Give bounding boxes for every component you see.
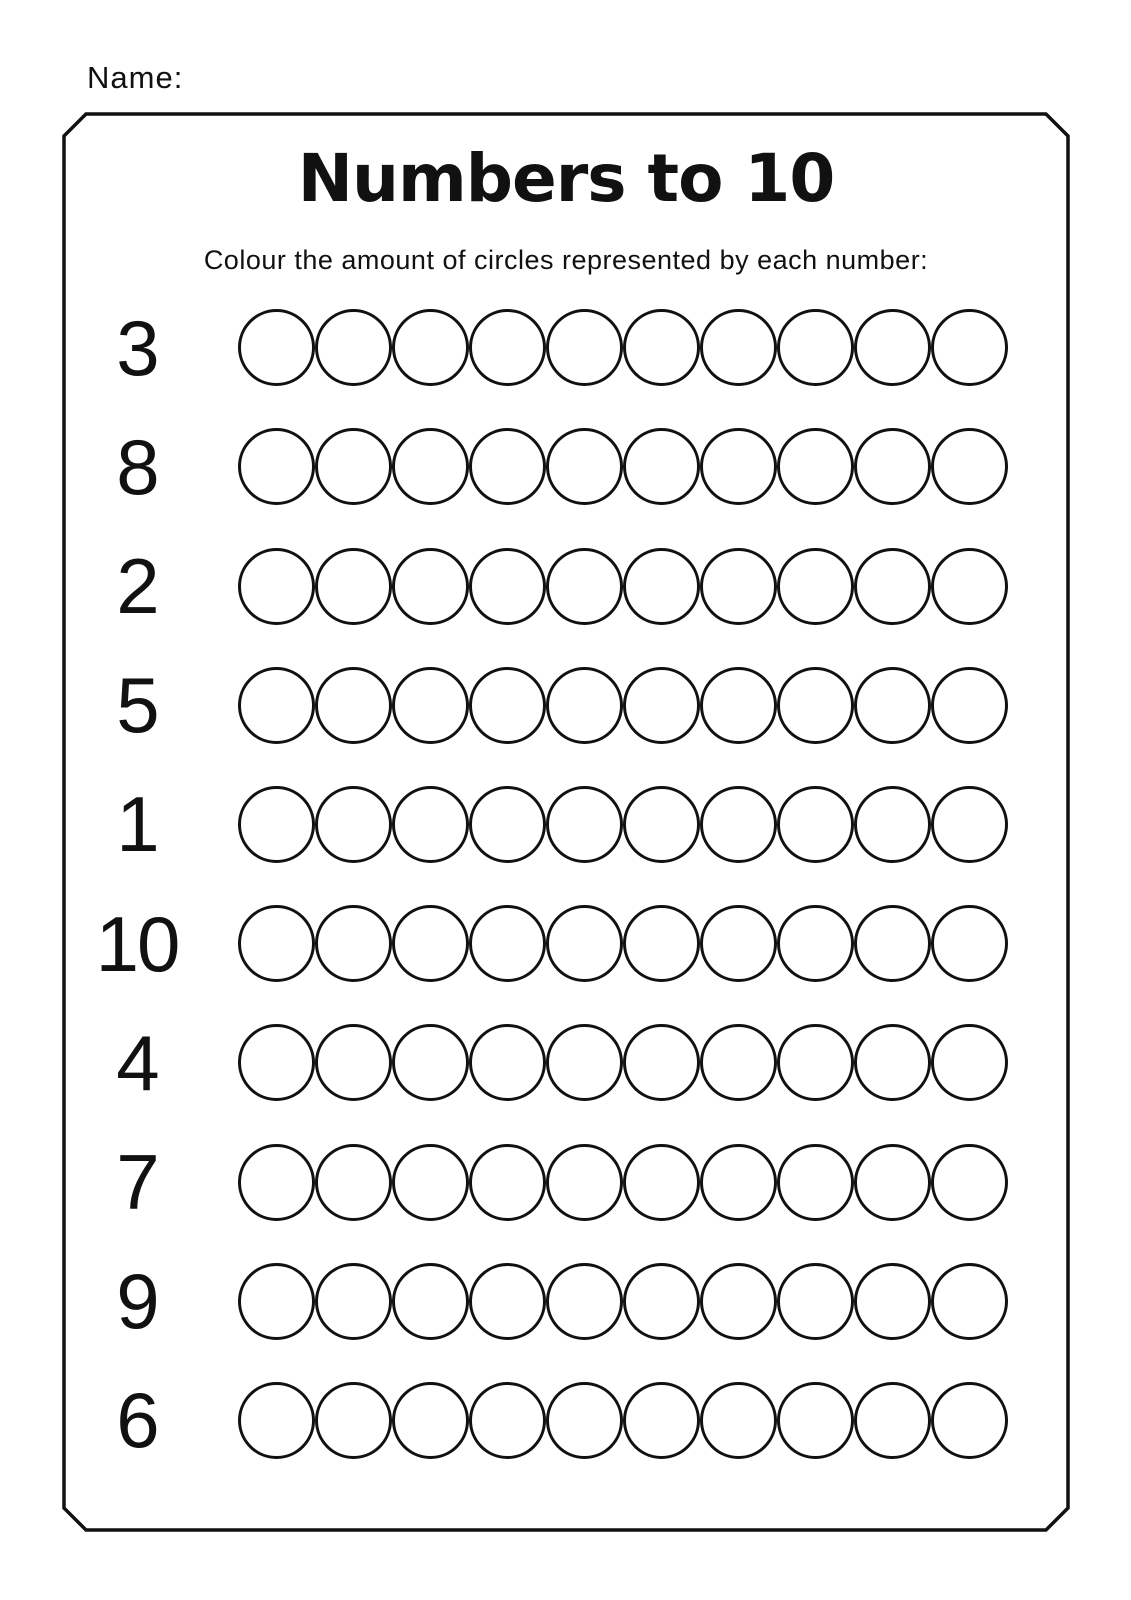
- colour-circle[interactable]: [931, 667, 1008, 744]
- row-number: 7: [116, 1138, 158, 1227]
- colour-circle[interactable]: [238, 309, 315, 386]
- worksheet-row-10: [62, 884, 1070, 1003]
- colour-circle[interactable]: [469, 667, 546, 744]
- colour-circle[interactable]: [546, 1144, 623, 1221]
- colour-circle[interactable]: [392, 1024, 469, 1101]
- colour-circle[interactable]: [700, 905, 777, 982]
- circle-row: [238, 1024, 1008, 1101]
- colour-circle[interactable]: [777, 309, 854, 386]
- colour-circle[interactable]: [931, 786, 1008, 863]
- colour-circle[interactable]: [854, 1144, 931, 1221]
- colour-circle[interactable]: [700, 1382, 777, 1459]
- colour-circle[interactable]: [238, 905, 315, 982]
- colour-circle[interactable]: [469, 1382, 546, 1459]
- colour-circle[interactable]: [392, 905, 469, 982]
- colour-circle[interactable]: [777, 1263, 854, 1340]
- worksheet-rows: [62, 288, 1070, 1480]
- worksheet-row-2: [62, 526, 1070, 645]
- colour-circle[interactable]: [623, 1263, 700, 1340]
- colour-circle[interactable]: [623, 428, 700, 505]
- colour-circle[interactable]: [238, 1144, 315, 1221]
- colour-circle[interactable]: [623, 1024, 700, 1101]
- colour-circle[interactable]: [238, 667, 315, 744]
- colour-circle[interactable]: [777, 1024, 854, 1101]
- worksheet-row-5: [62, 646, 1070, 765]
- colour-circle[interactable]: [777, 428, 854, 505]
- colour-circle[interactable]: [469, 786, 546, 863]
- colour-circle[interactable]: [392, 1382, 469, 1459]
- colour-circle[interactable]: [854, 667, 931, 744]
- colour-circle[interactable]: [546, 428, 623, 505]
- colour-circle[interactable]: [623, 309, 700, 386]
- instructions-text: Colour the amount of circles represented by each number:: [203, 245, 929, 275]
- row-number: 3: [116, 303, 158, 392]
- colour-circle[interactable]: [392, 309, 469, 386]
- colour-circle[interactable]: [700, 309, 777, 386]
- colour-circle[interactable]: [777, 667, 854, 744]
- colour-circle[interactable]: [777, 1144, 854, 1221]
- circle-row: [238, 548, 1008, 625]
- colour-circle[interactable]: [392, 428, 469, 505]
- colour-circle[interactable]: [700, 667, 777, 744]
- colour-circle[interactable]: [315, 1024, 392, 1101]
- colour-circle[interactable]: [315, 786, 392, 863]
- circle-row: [238, 1382, 1008, 1459]
- circle-row: [238, 428, 1008, 505]
- colour-circle[interactable]: [777, 1382, 854, 1459]
- colour-circle[interactable]: [700, 1024, 777, 1101]
- colour-circle[interactable]: [546, 309, 623, 386]
- colour-circle[interactable]: [700, 786, 777, 863]
- colour-circle[interactable]: [546, 667, 623, 744]
- colour-circle[interactable]: [546, 905, 623, 982]
- colour-circle[interactable]: [854, 309, 931, 386]
- colour-circle[interactable]: [546, 1263, 623, 1340]
- row-number: 10: [95, 899, 179, 988]
- colour-circle[interactable]: [392, 1263, 469, 1340]
- circle-row: [238, 667, 1008, 744]
- colour-circle[interactable]: [315, 905, 392, 982]
- colour-circle[interactable]: [700, 1144, 777, 1221]
- circle-row: [238, 309, 1008, 386]
- colour-circle[interactable]: [315, 1144, 392, 1221]
- colour-circle[interactable]: [623, 667, 700, 744]
- colour-circle[interactable]: [777, 905, 854, 982]
- colour-circle[interactable]: [469, 1263, 546, 1340]
- row-number: 5: [116, 661, 158, 750]
- colour-circle[interactable]: [238, 428, 315, 505]
- colour-circle[interactable]: [931, 309, 1008, 386]
- colour-circle[interactable]: [315, 548, 392, 625]
- worksheet-row-4: [62, 1003, 1070, 1122]
- colour-circle[interactable]: [546, 1382, 623, 1459]
- colour-circle[interactable]: [854, 1024, 931, 1101]
- colour-circle[interactable]: [623, 905, 700, 982]
- colour-circle[interactable]: [931, 548, 1008, 625]
- colour-circle[interactable]: [854, 1382, 931, 1459]
- colour-circle[interactable]: [469, 428, 546, 505]
- circle-row: [238, 1144, 1008, 1221]
- colour-circle[interactable]: [931, 1024, 1008, 1101]
- colour-circle[interactable]: [623, 1382, 700, 1459]
- circle-row: [238, 1263, 1008, 1340]
- colour-circle[interactable]: [700, 1263, 777, 1340]
- worksheet-row-8: [62, 407, 1070, 526]
- row-number: 1: [116, 780, 158, 869]
- colour-circle[interactable]: [777, 548, 854, 625]
- colour-circle[interactable]: [931, 905, 1008, 982]
- colour-circle[interactable]: [854, 1263, 931, 1340]
- colour-circle[interactable]: [700, 428, 777, 505]
- row-number: 8: [116, 422, 158, 511]
- colour-circle[interactable]: [546, 786, 623, 863]
- colour-circle[interactable]: [392, 786, 469, 863]
- colour-circle[interactable]: [315, 309, 392, 386]
- circle-row: [238, 905, 1008, 982]
- colour-circle[interactable]: [854, 548, 931, 625]
- worksheet-row-9: [62, 1242, 1070, 1361]
- row-number: 6: [116, 1376, 158, 1465]
- colour-circle[interactable]: [931, 1144, 1008, 1221]
- colour-circle[interactable]: [315, 1263, 392, 1340]
- colour-circle[interactable]: [700, 548, 777, 625]
- worksheet-row-3: [62, 288, 1070, 407]
- colour-circle[interactable]: [854, 428, 931, 505]
- colour-circle[interactable]: [238, 548, 315, 625]
- colour-circle[interactable]: [238, 1382, 315, 1459]
- worksheet-row-6: [62, 1361, 1070, 1480]
- colour-circle[interactable]: [469, 548, 546, 625]
- circle-row: [238, 786, 1008, 863]
- colour-circle[interactable]: [392, 1144, 469, 1221]
- colour-circle[interactable]: [777, 786, 854, 863]
- colour-circle[interactable]: [931, 1382, 1008, 1459]
- colour-circle[interactable]: [931, 428, 1008, 505]
- colour-circle[interactable]: [546, 548, 623, 625]
- colour-circle[interactable]: [315, 1382, 392, 1459]
- colour-circle[interactable]: [854, 905, 931, 982]
- worksheet-row-1: [62, 765, 1070, 884]
- colour-circle[interactable]: [315, 428, 392, 505]
- colour-circle[interactable]: [623, 786, 700, 863]
- row-number: 2: [116, 542, 158, 630]
- colour-circle[interactable]: [546, 1024, 623, 1101]
- colour-circle[interactable]: [623, 548, 700, 625]
- colour-circle[interactable]: [238, 786, 315, 863]
- page-title: Numbers to 10: [297, 140, 835, 217]
- colour-circle[interactable]: [469, 1144, 546, 1221]
- colour-circle[interactable]: [469, 309, 546, 386]
- colour-circle[interactable]: [931, 1263, 1008, 1340]
- colour-circle[interactable]: [469, 1024, 546, 1101]
- name-label: Name:: [87, 60, 184, 95]
- row-number: 9: [116, 1257, 158, 1346]
- colour-circle[interactable]: [238, 1024, 315, 1101]
- colour-circle[interactable]: [315, 667, 392, 744]
- colour-circle[interactable]: [469, 905, 546, 982]
- colour-circle[interactable]: [238, 1263, 315, 1340]
- colour-circle[interactable]: [392, 667, 469, 744]
- colour-circle[interactable]: [392, 548, 469, 625]
- colour-circle[interactable]: [854, 786, 931, 863]
- row-number: 4: [116, 1018, 158, 1107]
- worksheet-row-7: [62, 1122, 1070, 1241]
- colour-circle[interactable]: [623, 1144, 700, 1221]
